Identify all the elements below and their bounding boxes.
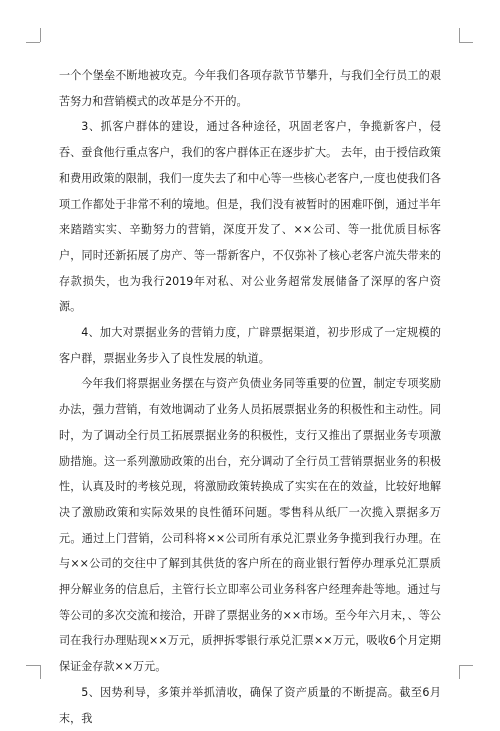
crop-mark-bottom-left-vertical (40, 665, 41, 679)
crop-mark-bottom-right-vertical (459, 665, 460, 679)
paragraph-bill-business-detail: 今年我们将票据业务摆在与资产负债业务同等重要的位置，制定专项奖励办法，强力营销，有效地调动了业务人员拓展票据业务的积极性和主动性。同时，为了调动全行员工拓展票据业务的积极性，支行又推出了票据业务专项激励措施。这一系列激励政策的出台，充分调动了全行员工营销票据业务的积极性，认真及时的考核兑现，将激励政策转换成了实实在在的效益，比较好地解决了激励政策和实际效果的良性循环问题。零售科从纸厂一次揽入票据多万元。通过上门营销，公司科将××公司所有承兑汇票业务争揽到我行办理。在与××公司的交往中了解到其供货的客户所在的商业银行暂停办理承兑汇票质押分解业务的信息后，主管行长立即率公司业务科客户经理奔赴等地。通过与等公司的多次交流和接洽，开辟了票据业务的××市场。至今年六月末，、等公司在我行办理贴现××万元，质押拆零银行承兑汇票××万元，吸收6个月定期保证金存款××万元。 (59, 377, 441, 674)
crop-mark-top-right-horizontal (459, 42, 473, 43)
crop-mark-top-left-vertical (40, 28, 41, 42)
crop-mark-top-left-horizontal (26, 42, 40, 43)
crop-mark-bottom-right-horizontal (459, 665, 473, 666)
document-body (59, 63, 441, 731)
crop-mark-bottom-left-horizontal (26, 665, 40, 666)
crop-mark-top-right-vertical (459, 28, 460, 42)
paragraph-bill-marketing: 4、加大对票据业务的营销力度，广辟票据渠道，初步形成了一定规模的客户群，票据业务步入了良性发展的轨道。 (59, 326, 441, 365)
paragraph-asset-quality: 5、因势利导，多策并举抓清收，确保了资产质量的不断提高。截至6月末，我 (59, 685, 441, 725)
paragraph-customer-base: 3、抓客户群体的建设，通过各种途径，巩固老客户，争揽新客户，侵吞、蚕食他行重点客户，我们的客户群体正在逐步扩大。 去年，由于授信政策和费用政策的限制，我们一度失去了和中心等一些核心老客户,一度也使我们各项工作都处于非常不利的境地。但是，我们没有被暂时的困难吓倒，通过半年来踏踏实实、辛勤努力的营销，深度开发了、××公司、等一批优质目标客户，同时还新拓展了房产、等一帮新客户，不仅弥补了核心老客户流失带来的存款损失，也为我行2019年对私、对公业务超常发展储备了深厚的客户资源。 (59, 120, 441, 314)
paragraph-continuation: 一个个堡垒不断地被攻克。今年我们各项存款节节攀升，与我们全行员工的艰苦努力和营销模式的改革是分不开的。 (59, 69, 441, 108)
